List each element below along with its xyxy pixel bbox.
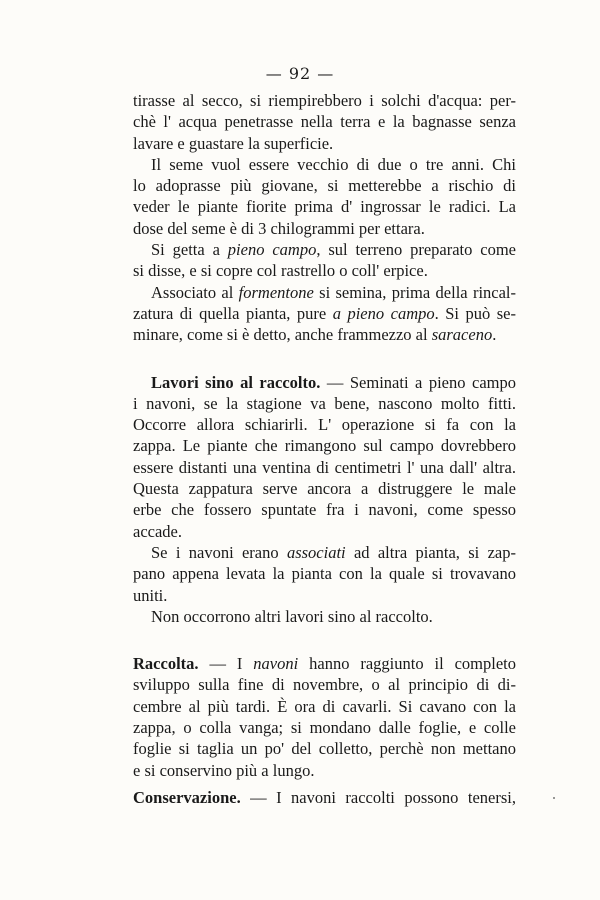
text-line: si disse, e si copre col rastrello o coll' erpice. bbox=[133, 261, 428, 281]
text-line: uniti. bbox=[133, 585, 168, 605]
text-line: tirasse al secco, si riempirebbero i solchi d'acqua: per- bbox=[133, 91, 516, 110]
text-line: lavare e guastare la superficie. bbox=[133, 133, 334, 153]
section-heading: Raccolta. bbox=[133, 654, 199, 674]
page-number: — 92 — bbox=[265, 64, 335, 83]
text-line: accade. bbox=[133, 521, 182, 541]
paper-speck bbox=[553, 797, 555, 799]
paragraph-associated bbox=[133, 282, 516, 346]
text-line: e si conservino più a lungo. bbox=[133, 760, 315, 780]
text-line: zatura di quella pianta, pure a pieno campo. Si può se- bbox=[133, 303, 516, 323]
text-line: Questa zappatura serve ancora a distruggere le male bbox=[133, 479, 516, 499]
section-harvest bbox=[133, 653, 516, 781]
paragraph-seed bbox=[133, 154, 516, 239]
section-heading: Conservazione. bbox=[133, 787, 241, 807]
text-line: chè l' acqua penetrasse nella terra e la bagnasse senza bbox=[133, 112, 516, 132]
text-line: i navoni, se la stagione va bene, nascono molto fitti. bbox=[133, 393, 516, 413]
text-line: veder le piante fiorite prima d' ingrossar le radici. La bbox=[133, 197, 516, 217]
section-work-until-harvest bbox=[133, 372, 516, 628]
paragraph-sowing-end bbox=[133, 90, 516, 154]
text-line: Lavori sino al raccolto. — Seminati a pieno campo bbox=[151, 372, 516, 392]
section-heading: Lavori sino al raccolto. bbox=[151, 372, 321, 392]
text-line: erbe che fossero spuntate fra i navoni, come spesso bbox=[133, 500, 516, 520]
text-line: minare, come si è detto, anche frammezzo al saraceno. bbox=[133, 325, 497, 345]
text-line: zappa. Le piante che rimangono sul campo dovrebbero bbox=[133, 436, 516, 456]
text-line: lo adoprasse più giovane, si metterebbe a rischio di bbox=[133, 176, 516, 196]
text-line: essere distanti una ventina di centimetri l' una dall' altra. bbox=[133, 457, 516, 477]
text-line: Se i navoni erano associati ad altra pianta, si zap- bbox=[151, 542, 516, 562]
text-line: sviluppo sulla fine di novembre, o al principio di di- bbox=[133, 675, 516, 695]
text-line: Conservazione. — I navoni raccolti possono tenersi, bbox=[133, 787, 516, 807]
paragraph-broadcast bbox=[133, 239, 516, 282]
text-line: Associato al formentone si semina, prima della rincal- bbox=[151, 282, 516, 302]
text-line: Non occorrono altri lavori sino al raccolto. bbox=[151, 606, 433, 626]
text-line: pano appena levata la pianta con la quale si trovavano bbox=[133, 564, 516, 584]
text-line: cembre al più tardi. È ora di cavarli. Si cavano con la bbox=[133, 696, 516, 716]
body-text bbox=[133, 90, 516, 808]
text-line: Occorre allora schiarirli. L' operazione si fa con la bbox=[133, 415, 516, 435]
text-line: Raccolta. — I navoni hanno raggiunto il completo bbox=[133, 654, 516, 674]
text-line: Si getta a pieno campo, sul terreno preparato come bbox=[151, 240, 516, 260]
section-conservation bbox=[133, 787, 516, 808]
text-line: Il seme vuol essere vecchio di due o tre anni. Chi bbox=[151, 154, 516, 174]
text-line: dose del seme è di 3 chilogrammi per ettara. bbox=[133, 218, 425, 238]
text-line: zappa, o colla vanga; si mondano dalle foglie, e colle bbox=[133, 718, 516, 738]
text-line: foglie si taglia un po' del colletto, perchè non mettano bbox=[133, 739, 516, 759]
